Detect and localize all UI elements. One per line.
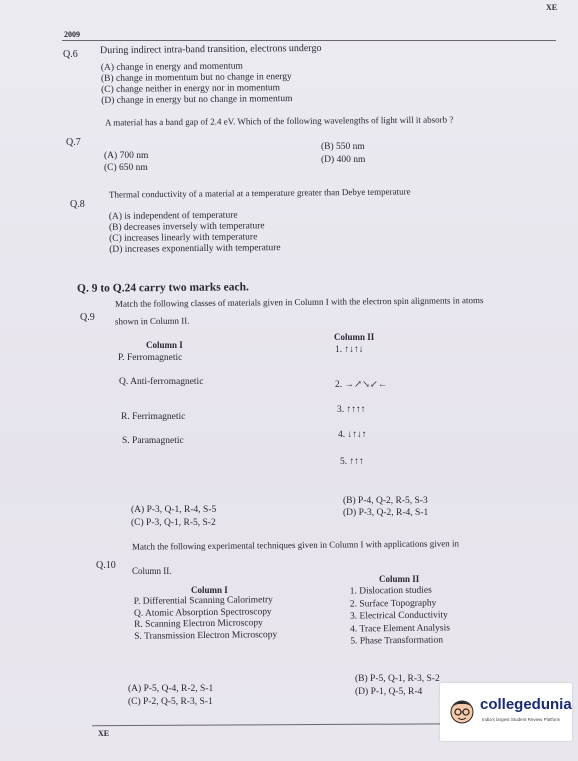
paper-code-top: XE	[546, 3, 558, 12]
q8-options	[109, 210, 281, 256]
q6-options	[101, 61, 293, 107]
q9-col1-q: Q. Anti-ferromagnetic	[119, 377, 204, 387]
q10-col1-r: R. Scanning Electron Microscopy	[134, 618, 263, 630]
q8-option-a: (A) is independent of temperature	[108, 210, 238, 222]
q10-col2-1: 1. Dislocation studies	[349, 585, 432, 597]
q6-number: Q.6	[63, 49, 78, 60]
q8-number: Q.8	[70, 199, 85, 210]
q9-col2-2: 2. →↗↘↙←	[335, 380, 388, 390]
q10-option-b: (B) P-5, Q-1, R-3, S-2	[355, 674, 440, 684]
q7-option-b: (B) 550 nm	[321, 142, 365, 152]
year-label: 2009	[64, 30, 80, 39]
section-heading: Q. 9 to Q.24 carry two marks each.	[76, 281, 249, 295]
q8-text: Thermal conductivity of a material at a temperature greater than Debye temperature	[108, 186, 411, 200]
q7-option-d: (D) 400 nm	[321, 155, 366, 165]
q9-col1-s: S. Paramagnetic	[122, 436, 184, 446]
q6-option-d: (D) change in energy but no change in momentum	[101, 93, 293, 107]
q10-col2-title: Column II	[379, 574, 420, 584]
mascot-icon	[448, 697, 476, 725]
collegedunia-logo	[440, 683, 572, 741]
q10-option-d: (D) P-1, Q-5, R-4	[355, 687, 423, 697]
q10-col2-3: 3. Electrical Conductivity	[349, 610, 448, 622]
q7-option-c: (C) 650 nm	[104, 163, 148, 173]
q6-option-c: (C) change neither in energy nor in momentum	[101, 83, 281, 96]
q9-col2-title: Column II	[334, 332, 375, 342]
q6-option-b: (B) change in momentum but no change in energy	[100, 72, 292, 85]
paper-code-bottom: XE	[98, 729, 110, 738]
q9-col1-title: Column I	[146, 340, 183, 350]
q9-col2-1: 1. ↑↓↑↓	[335, 345, 364, 355]
q10-col1-q: Q. Atomic Absorption Spectroscopy	[133, 606, 272, 619]
q10-option-c: (C) P-2, Q-5, R-3, S-1	[128, 697, 213, 707]
q9-option-c: (C) P-3, Q-1, R-5, S-2	[131, 518, 216, 528]
q6-option-a: (A) change in energy and momentum	[100, 61, 243, 74]
q10-number: Q.10	[96, 560, 116, 571]
q7-option-a: (A) 700 nm	[104, 151, 149, 161]
q7-text: A material has a band gap of 2.4 eV. Which of the following wavelengths of light will it absorb ?	[104, 114, 454, 128]
q10-col2-5: 5. Phase Transformation	[350, 635, 443, 647]
q10-option-a: (A) P-5, Q-4, R-2, S-1	[128, 684, 214, 694]
q9-option-d: (D) P-3, Q-2, R-4, S-1	[343, 508, 429, 518]
q10-text-line1: Match the following experimental techniques given in Column I with applications given in	[131, 538, 459, 552]
brand-name: collegedunia	[480, 696, 572, 713]
q9-col1-p: P. Ferromagnetic	[118, 353, 183, 363]
q10-col2-4: 4. Trace Element Analysis	[350, 622, 450, 635]
q9-col1-r: R. Ferrimagnetic	[121, 412, 186, 422]
q10-text-line2: Column II.	[132, 566, 172, 576]
q9-text-line1: Match the following classes of materials given in Column I with the electron spin alignments in atoms	[114, 295, 484, 309]
q9-col2-4: 4. ↓↑↓↑	[338, 430, 367, 440]
q8-option-c: (C) increases linearly with temperature	[109, 232, 258, 244]
q7-number: Q.7	[66, 137, 81, 148]
q10-col2	[350, 584, 451, 648]
q10-col1-s: S. Transmission Electron Microscopy	[134, 629, 278, 642]
q9-option-b: (B) P-4, Q-2, R-5, S-3	[343, 496, 428, 506]
q10-col2-2: 2. Surface Topography	[349, 598, 437, 610]
q9-number: Q.9	[80, 312, 95, 323]
q10-col1-p: P. Differential Scanning Calorimetry	[133, 595, 273, 607]
header-rule	[62, 40, 556, 41]
q10-col1	[134, 595, 278, 643]
q10-col1-title: Column I	[191, 585, 228, 595]
q9-text-line2: shown in Column II.	[114, 315, 190, 327]
q8-option-d: (D) increases exponentially with temperature	[109, 243, 281, 255]
brand-tagline: India's largest Student Review Platform	[482, 717, 561, 722]
q9-col2-3: 3. ↑↑↑↑	[337, 405, 366, 415]
q8-option-b: (B) decreases inversely with temperature	[108, 221, 265, 233]
q6-text: During indirect intra-band transition, electrons undergo	[99, 42, 322, 57]
q9-col2-5: 5. ↑↑↑	[340, 457, 364, 467]
q9-option-a: (A) P-3, Q-1, R-4, S-5	[131, 505, 217, 515]
